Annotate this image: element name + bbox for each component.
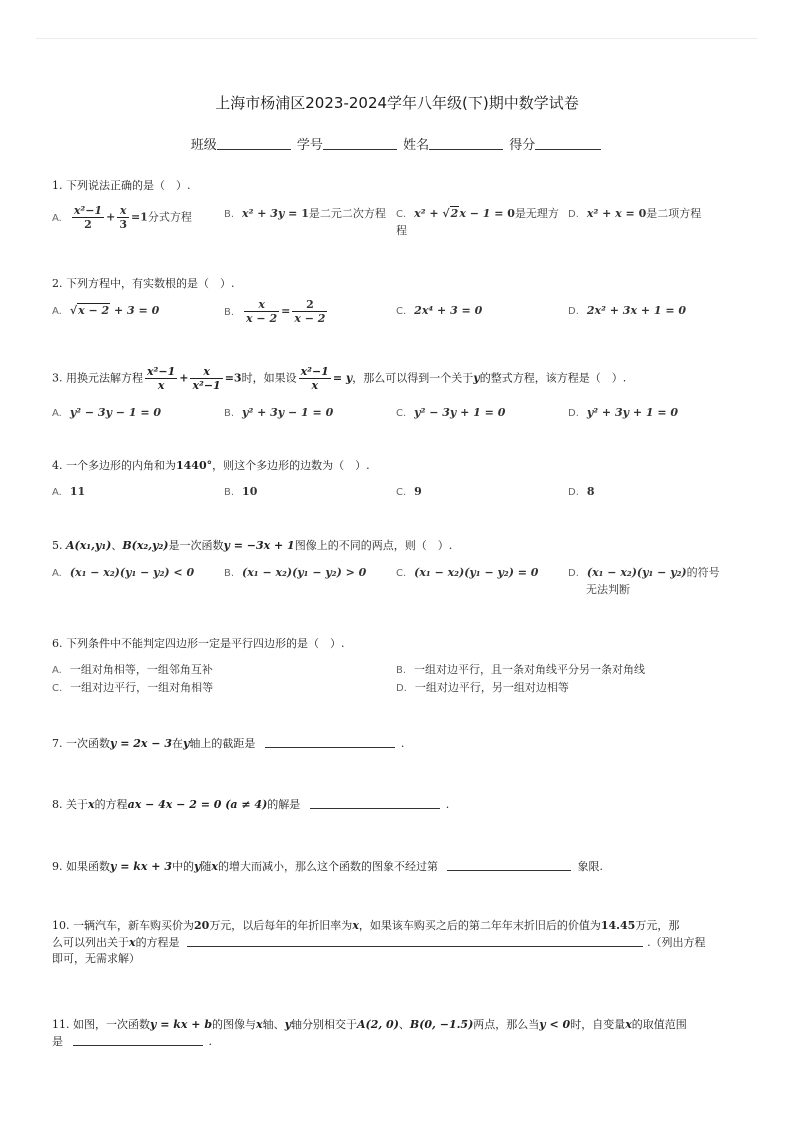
option-value: 9 xyxy=(414,485,422,498)
option-letter: A. xyxy=(52,306,62,317)
question-stem: . xyxy=(400,737,405,750)
option-letter: A. xyxy=(52,212,62,224)
q2-option-c[interactable]: C. 2x⁴ + 3 = 0 xyxy=(396,304,483,317)
option-text: 是无理方程 xyxy=(396,207,559,237)
question-stem: . xyxy=(208,1035,212,1048)
price-value: 20 xyxy=(194,919,210,932)
option-letter: A. xyxy=(52,487,62,498)
page-top-rule xyxy=(36,38,758,39)
option-letter: B. xyxy=(224,568,235,579)
q6-option-d[interactable] xyxy=(396,680,569,697)
question-4: 4. 一个多边形的内角和为1440°，则这个多边形的边数为（ ）. xyxy=(52,459,370,472)
option-letter: A. xyxy=(52,568,62,579)
q2-option-a[interactable]: A. √x − 2 + 3 = 0 xyxy=(52,304,160,317)
option-letter: D. xyxy=(568,568,579,579)
question-stem: 轴分别相交于 xyxy=(290,1018,357,1031)
question-stem: 轴、 xyxy=(262,1018,285,1031)
student-info-line xyxy=(0,134,794,153)
q4-option-b[interactable] xyxy=(224,484,257,501)
question-8: 8. 关于x的方程ax − 4x − 2 = 0 (a ≠ 4)的解是 . xyxy=(52,798,450,811)
question-number: 4. xyxy=(52,459,63,472)
student-id-label: 学号 xyxy=(296,138,323,153)
question-number: 3. xyxy=(52,371,63,385)
page-title: 上海市杨浦区2023-2024学年八年级(下)期中数学试卷 xyxy=(215,94,579,112)
question-stem: 、 xyxy=(398,1018,410,1031)
question-3: 3. 用换元法解方程 $\frac{\text{x²−1}}{x}$ + $\frac{x}{\text{x²−1}}$ =3时，如果设 $\frac{\text{x²−1}}{x}$ = y，那么可以得到一个关于y的整式方程，该方程是（ ）. xyxy=(52,365,627,392)
class-label: 班级 xyxy=(190,138,217,153)
question-stem: 下列说法正确的是（ ）. xyxy=(66,179,191,192)
question-stem: 下列方程中，有实数根的是（ ）. xyxy=(66,277,235,290)
question-number: 1. xyxy=(52,179,63,192)
option-letter: B. xyxy=(224,408,235,419)
question-number: 8. xyxy=(52,798,63,811)
q3-option-a[interactable]: A. y² − 3y − 1 = 0 xyxy=(52,406,162,419)
q4-option-d[interactable] xyxy=(568,484,595,501)
question-stem: 的取值范围 xyxy=(631,1018,687,1031)
question-stem: . xyxy=(445,798,450,811)
question-1 xyxy=(52,178,742,194)
option-text: 一组对边平行，另一组对边相等 xyxy=(414,681,569,694)
question-stem: 的增大而减小，那么这个函数的图象不经过第 xyxy=(217,860,438,873)
option-text: 一组对边平行，且一条对角线平分另一条对角线 xyxy=(414,663,646,676)
option-text: 一组对边平行，一组对角相等 xyxy=(70,681,214,694)
question-stem: 在 xyxy=(172,737,184,750)
option-letter: C. xyxy=(396,568,407,579)
q3-option-d[interactable]: D. y² + 3y + 1 = 0 xyxy=(568,406,679,419)
question-stem: 是一次函数 xyxy=(168,539,224,552)
q6-option-a[interactable] xyxy=(52,662,213,679)
question-stem: 随 xyxy=(200,860,212,873)
question-stem: 轴上的截距是 xyxy=(189,737,256,750)
question-stem: 如果函数 xyxy=(66,860,110,873)
option-letter: A. xyxy=(52,665,62,676)
q5-option-a[interactable]: A. (x₁ − x₂)(y₁ − y₂) < 0 xyxy=(52,566,195,579)
question-stem: 时，如果设 xyxy=(241,371,297,385)
q5-option-d[interactable]: D. (x₁ − x₂)(y₁ − y₂)的符号 无法判断 xyxy=(568,566,720,596)
option-text: 分式方程 xyxy=(147,210,192,224)
option-value: 11 xyxy=(69,485,86,498)
question-2 xyxy=(52,276,742,292)
question-stem: 即可，无需求解） xyxy=(52,952,140,965)
question-number: 2. xyxy=(52,277,63,290)
q1-option-d[interactable]: D. x² + x = 0是二项方程 xyxy=(568,207,702,220)
question-stem: 图像上的不同的两点，则（ ）. xyxy=(294,539,453,552)
q4-option-c[interactable] xyxy=(396,484,422,501)
question-stem: 时，自变量 xyxy=(570,1018,626,1031)
option-letter: C. xyxy=(396,487,407,498)
question-stem: 一次函数 xyxy=(66,737,110,750)
q1-option-a[interactable]: A. $\frac{\text{x²−1}}{2}$ + $\frac{x}{3}$ =1分式方程 xyxy=(52,204,192,231)
question-stem: 关于 xyxy=(66,798,88,811)
option-text: 无法判断 xyxy=(586,583,630,596)
question-9: 9. 如果函数y = kx + 3中的y随x的增大而减小，那么这个函数的图象不经过第 象限. xyxy=(52,860,603,873)
option-letter: A. xyxy=(52,408,62,419)
q1-option-c[interactable]: C. x² + √2x − 1 = 0是无理方程 xyxy=(396,207,559,237)
name-blank[interactable] xyxy=(429,137,503,150)
question-number: 10. xyxy=(52,919,70,932)
option-letter: D. xyxy=(396,683,407,694)
q2-option-b[interactable]: B. $\frac{x}{x - 2}$ = $\frac{2}{x - 2}$ xyxy=(224,298,326,325)
name-label: 姓名 xyxy=(403,138,430,153)
question-stem: 中的 xyxy=(171,860,194,873)
option-letter: C. xyxy=(396,306,407,317)
answer-blank[interactable] xyxy=(73,1033,203,1046)
question-stem: 两点，那么当 xyxy=(473,1018,540,1031)
option-letter: C. xyxy=(396,209,407,220)
question-number: 9. xyxy=(52,860,63,873)
question-5: 5. A(x₁,y₁)、B(x₂,y₂)是一次函数y = −3x + 1图像上的不同的两点，则（ ）. xyxy=(52,539,453,552)
question-stem: 的方程 xyxy=(94,798,128,811)
question-stem: 万元，那 xyxy=(635,919,680,932)
option-letter: D. xyxy=(568,209,579,220)
option-text: 是二项方程 xyxy=(646,207,702,220)
q6-option-c[interactable] xyxy=(52,680,213,697)
question-stem: ，如果该车购买之后的第二年年末折旧后的价值为 xyxy=(358,919,601,932)
option-letter: B. xyxy=(396,665,407,676)
question-stem: 是 xyxy=(52,1035,63,1048)
q3-option-b[interactable]: B. y² + 3y − 1 = 0 xyxy=(224,406,334,419)
question-stem: 下列条件中不能判定四边形一定是平行四边形的是（ ）. xyxy=(66,637,345,650)
question-stem: ，则这个多边形的边数为（ ）. xyxy=(212,459,370,472)
option-letter: D. xyxy=(568,306,579,317)
question-11: 11. 如图，一次函数y = kx + b的图像与x轴、y轴分别相交于A(2, 0)、B(0, −1.5)两点，那么当y < 0时，自变量x的取值范围 是 . xyxy=(52,1018,687,1048)
question-stem: 、 xyxy=(111,539,123,552)
option-letter: C. xyxy=(396,408,407,419)
option-letter: D. xyxy=(568,408,579,419)
option-value: 8 xyxy=(586,485,595,498)
question-number: 11. xyxy=(52,1018,70,1031)
option-letter: B. xyxy=(224,306,235,318)
option-letter: C. xyxy=(52,683,63,694)
option-text: 的符号 xyxy=(686,566,720,579)
option-text: 是二元二次方程 xyxy=(308,207,386,220)
q5-option-c[interactable]: C. (x₁ − x₂)(y₁ − y₂) = 0 xyxy=(396,566,539,579)
q4-option-a[interactable] xyxy=(52,484,85,501)
question-stem: 一辆汽车，新车购买价为 xyxy=(73,919,194,932)
question-10: 10. 一辆汽车，新车购买价为20万元，以后每年的年折旧率为x，如果该车购买之后的第二年年末折旧后的价值为14.45万元，那 么可以列出关于x的方程是 .（列出方程 即可，无需求解） xyxy=(52,919,706,965)
question-6 xyxy=(52,636,742,652)
question-stem: 的解是 xyxy=(267,798,301,811)
question-stem: 用换元法解方程 xyxy=(66,371,143,385)
question-stem: .（列出方程 xyxy=(647,936,706,949)
question-stem: 么可以列出关于 xyxy=(52,936,129,949)
question-number: 6. xyxy=(52,637,63,650)
q6-option-b[interactable] xyxy=(396,662,645,679)
question-number: 7. xyxy=(52,737,63,750)
question-stem: 如图，一次函数 xyxy=(73,1018,150,1031)
question-7: 7. 一次函数y = 2x − 3在y轴上的截距是 . xyxy=(52,737,405,750)
question-stem: 万元，以后每年的年折旧率为 xyxy=(209,919,353,932)
class-blank[interactable] xyxy=(217,137,291,150)
score-blank[interactable] xyxy=(535,137,601,150)
score-label: 得分 xyxy=(509,138,536,153)
option-letter: B. xyxy=(224,487,235,498)
question-stem: 的整式方程，该方程是（ ）. xyxy=(479,371,627,385)
answer-blank[interactable] xyxy=(310,796,440,809)
answer-blank[interactable] xyxy=(187,934,643,947)
value-after-depreciation: 14.45 xyxy=(600,919,636,932)
q3-option-c[interactable]: C. y² − 3y + 1 = 0 xyxy=(396,406,506,419)
question-stem: ，那么可以得到一个关于 xyxy=(352,371,474,385)
q5-option-b[interactable]: B. (x₁ − x₂)(y₁ − y₂) > 0 xyxy=(224,566,367,579)
question-stem: 的图像与 xyxy=(212,1018,257,1031)
question-stem: 象限. xyxy=(577,860,603,873)
q2-option-d[interactable]: D. 2x² + 3x + 1 = 0 xyxy=(568,304,687,317)
answer-blank[interactable] xyxy=(265,735,395,748)
option-letter: D. xyxy=(568,487,579,498)
question-number: 5. xyxy=(52,539,63,552)
question-stem: 的方程是 xyxy=(135,936,180,949)
question-stem: 一个多边形的内角和为 xyxy=(66,459,176,472)
student-id-blank[interactable] xyxy=(323,137,397,150)
option-letter: B. xyxy=(224,209,235,220)
q1-option-b[interactable]: B. x² + 3y = 1是二元二次方程 xyxy=(224,207,386,220)
option-value: 10 xyxy=(242,485,258,498)
option-text: 一组对角相等，一组邻角互补 xyxy=(69,663,213,676)
answer-blank[interactable] xyxy=(447,858,571,871)
